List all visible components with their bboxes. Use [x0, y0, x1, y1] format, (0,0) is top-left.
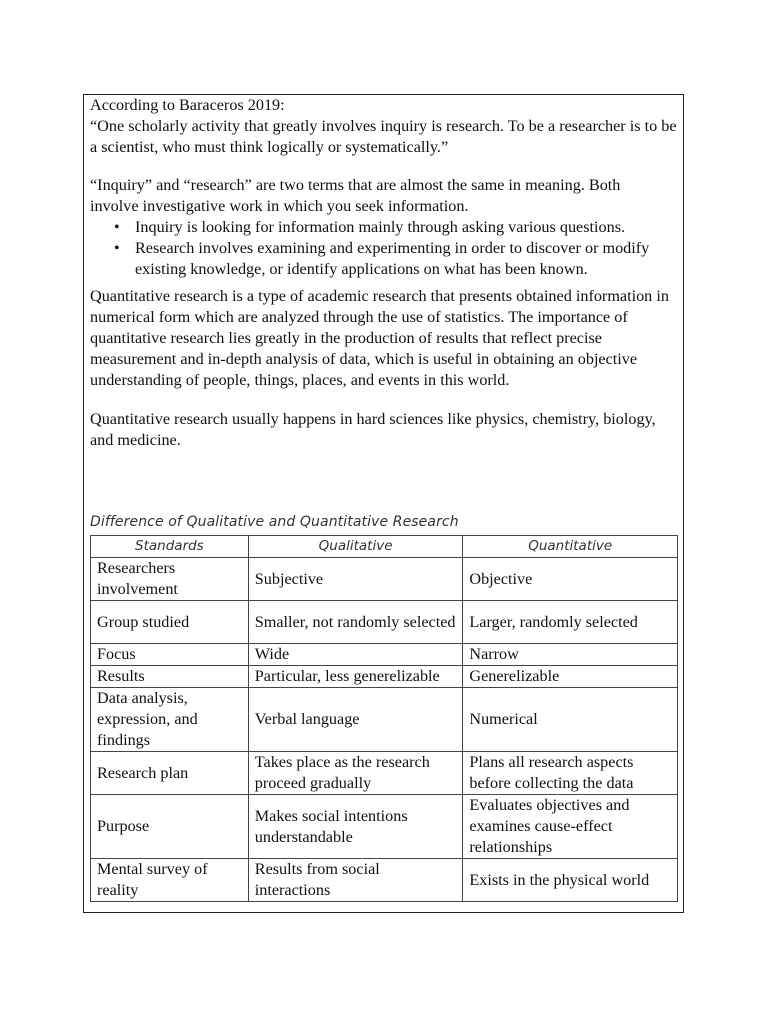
cell-qualitative: Takes place as the research proceed gradually — [248, 752, 463, 795]
cell-qualitative: Particular, less generelizable — [248, 666, 463, 688]
cell-qualitative: Makes social intentions understandable — [248, 795, 463, 859]
definition-list — [90, 217, 680, 280]
bullet-icon: • — [114, 218, 120, 236]
baraceros-quote: “One scholarly activity that greatly involves inquiry is research. To be a researcher is to be a scientist, who must think logically or systematically.” — [90, 117, 677, 156]
cell-standard: Data analysis, expression, and findings — [91, 688, 249, 752]
cell-quantitative: Evaluates objectives and examines cause-effect relationships — [463, 795, 678, 859]
cell-qualitative: Verbal language — [248, 688, 463, 752]
header-qualitative: Qualitative — [248, 536, 463, 558]
table-row — [91, 859, 678, 902]
quantitative-research-paragraph: Quantitative research is a type of academic research that presents obtained information in numerical form which are analyzed through the use of statistics. The importance of quantitative research lies greatly in the production of results that reflect precise measurement and in-depth analysis of data, which is useful in obtaining an objective understanding of people, things, places, and events in this world. — [90, 287, 669, 389]
cell-quantitative: Objective — [463, 558, 678, 601]
cell-qualitative: Smaller, not randomly selected — [248, 601, 463, 644]
list-item-inquiry — [90, 217, 655, 238]
comparison-table — [90, 535, 678, 902]
cell-quantitative: Plans all research aspects before collecting the data — [463, 752, 678, 795]
header-quantitative: Quantitative — [463, 536, 678, 558]
table-header-row — [91, 536, 678, 558]
cell-qualitative: Results from social interactions — [248, 859, 463, 902]
cell-qualitative: Wide — [248, 644, 463, 666]
cell-quantitative: Narrow — [463, 644, 678, 666]
cell-standard: Researchers involvement — [91, 558, 249, 601]
cell-standard: Purpose — [91, 795, 249, 859]
cell-quantitative: Numerical — [463, 688, 678, 752]
cell-standard: Results — [91, 666, 249, 688]
cell-quantitative: Larger, randomly selected — [463, 601, 678, 644]
table-row — [91, 601, 678, 644]
table-row — [91, 688, 678, 752]
table-caption: Difference of Qualitative and Quantitative Research — [90, 514, 459, 530]
hard-sciences-paragraph: Quantitative research usually happens in hard sciences like physics, chemistry, biology, and medicine. — [90, 410, 656, 449]
table-row — [91, 752, 678, 795]
cell-quantitative: Exists in the physical world — [463, 859, 678, 902]
cell-standard: Mental survey of reality — [91, 859, 249, 902]
table-row — [91, 558, 678, 601]
document-body — [90, 95, 680, 451]
table-row — [91, 666, 678, 688]
list-item-text: Research involves examining and experimenting in order to discover or modify existing knowledge, or identify applications on what has been known. — [135, 239, 650, 278]
bullet-icon: • — [114, 239, 120, 257]
table-row — [91, 644, 678, 666]
inquiry-intro-line-2: involve investigative work in which you seek information. — [90, 197, 469, 215]
intro-heading: According to Baraceros 2019: — [90, 96, 285, 114]
cell-quantitative: Generelizable — [463, 666, 678, 688]
table-row — [91, 795, 678, 859]
list-item-text: Inquiry is looking for information mainly through asking various questions. — [135, 218, 626, 236]
cell-standard: Research plan — [91, 752, 249, 795]
inquiry-intro-line-1: “Inquiry” and “research” are two terms that are almost the same in meaning. Both — [90, 176, 621, 194]
cell-standard: Group studied — [91, 601, 249, 644]
cell-standard: Focus — [91, 644, 249, 666]
list-item-research — [90, 238, 655, 280]
header-standards: Standards — [91, 536, 249, 558]
cell-qualitative: Subjective — [248, 558, 463, 601]
